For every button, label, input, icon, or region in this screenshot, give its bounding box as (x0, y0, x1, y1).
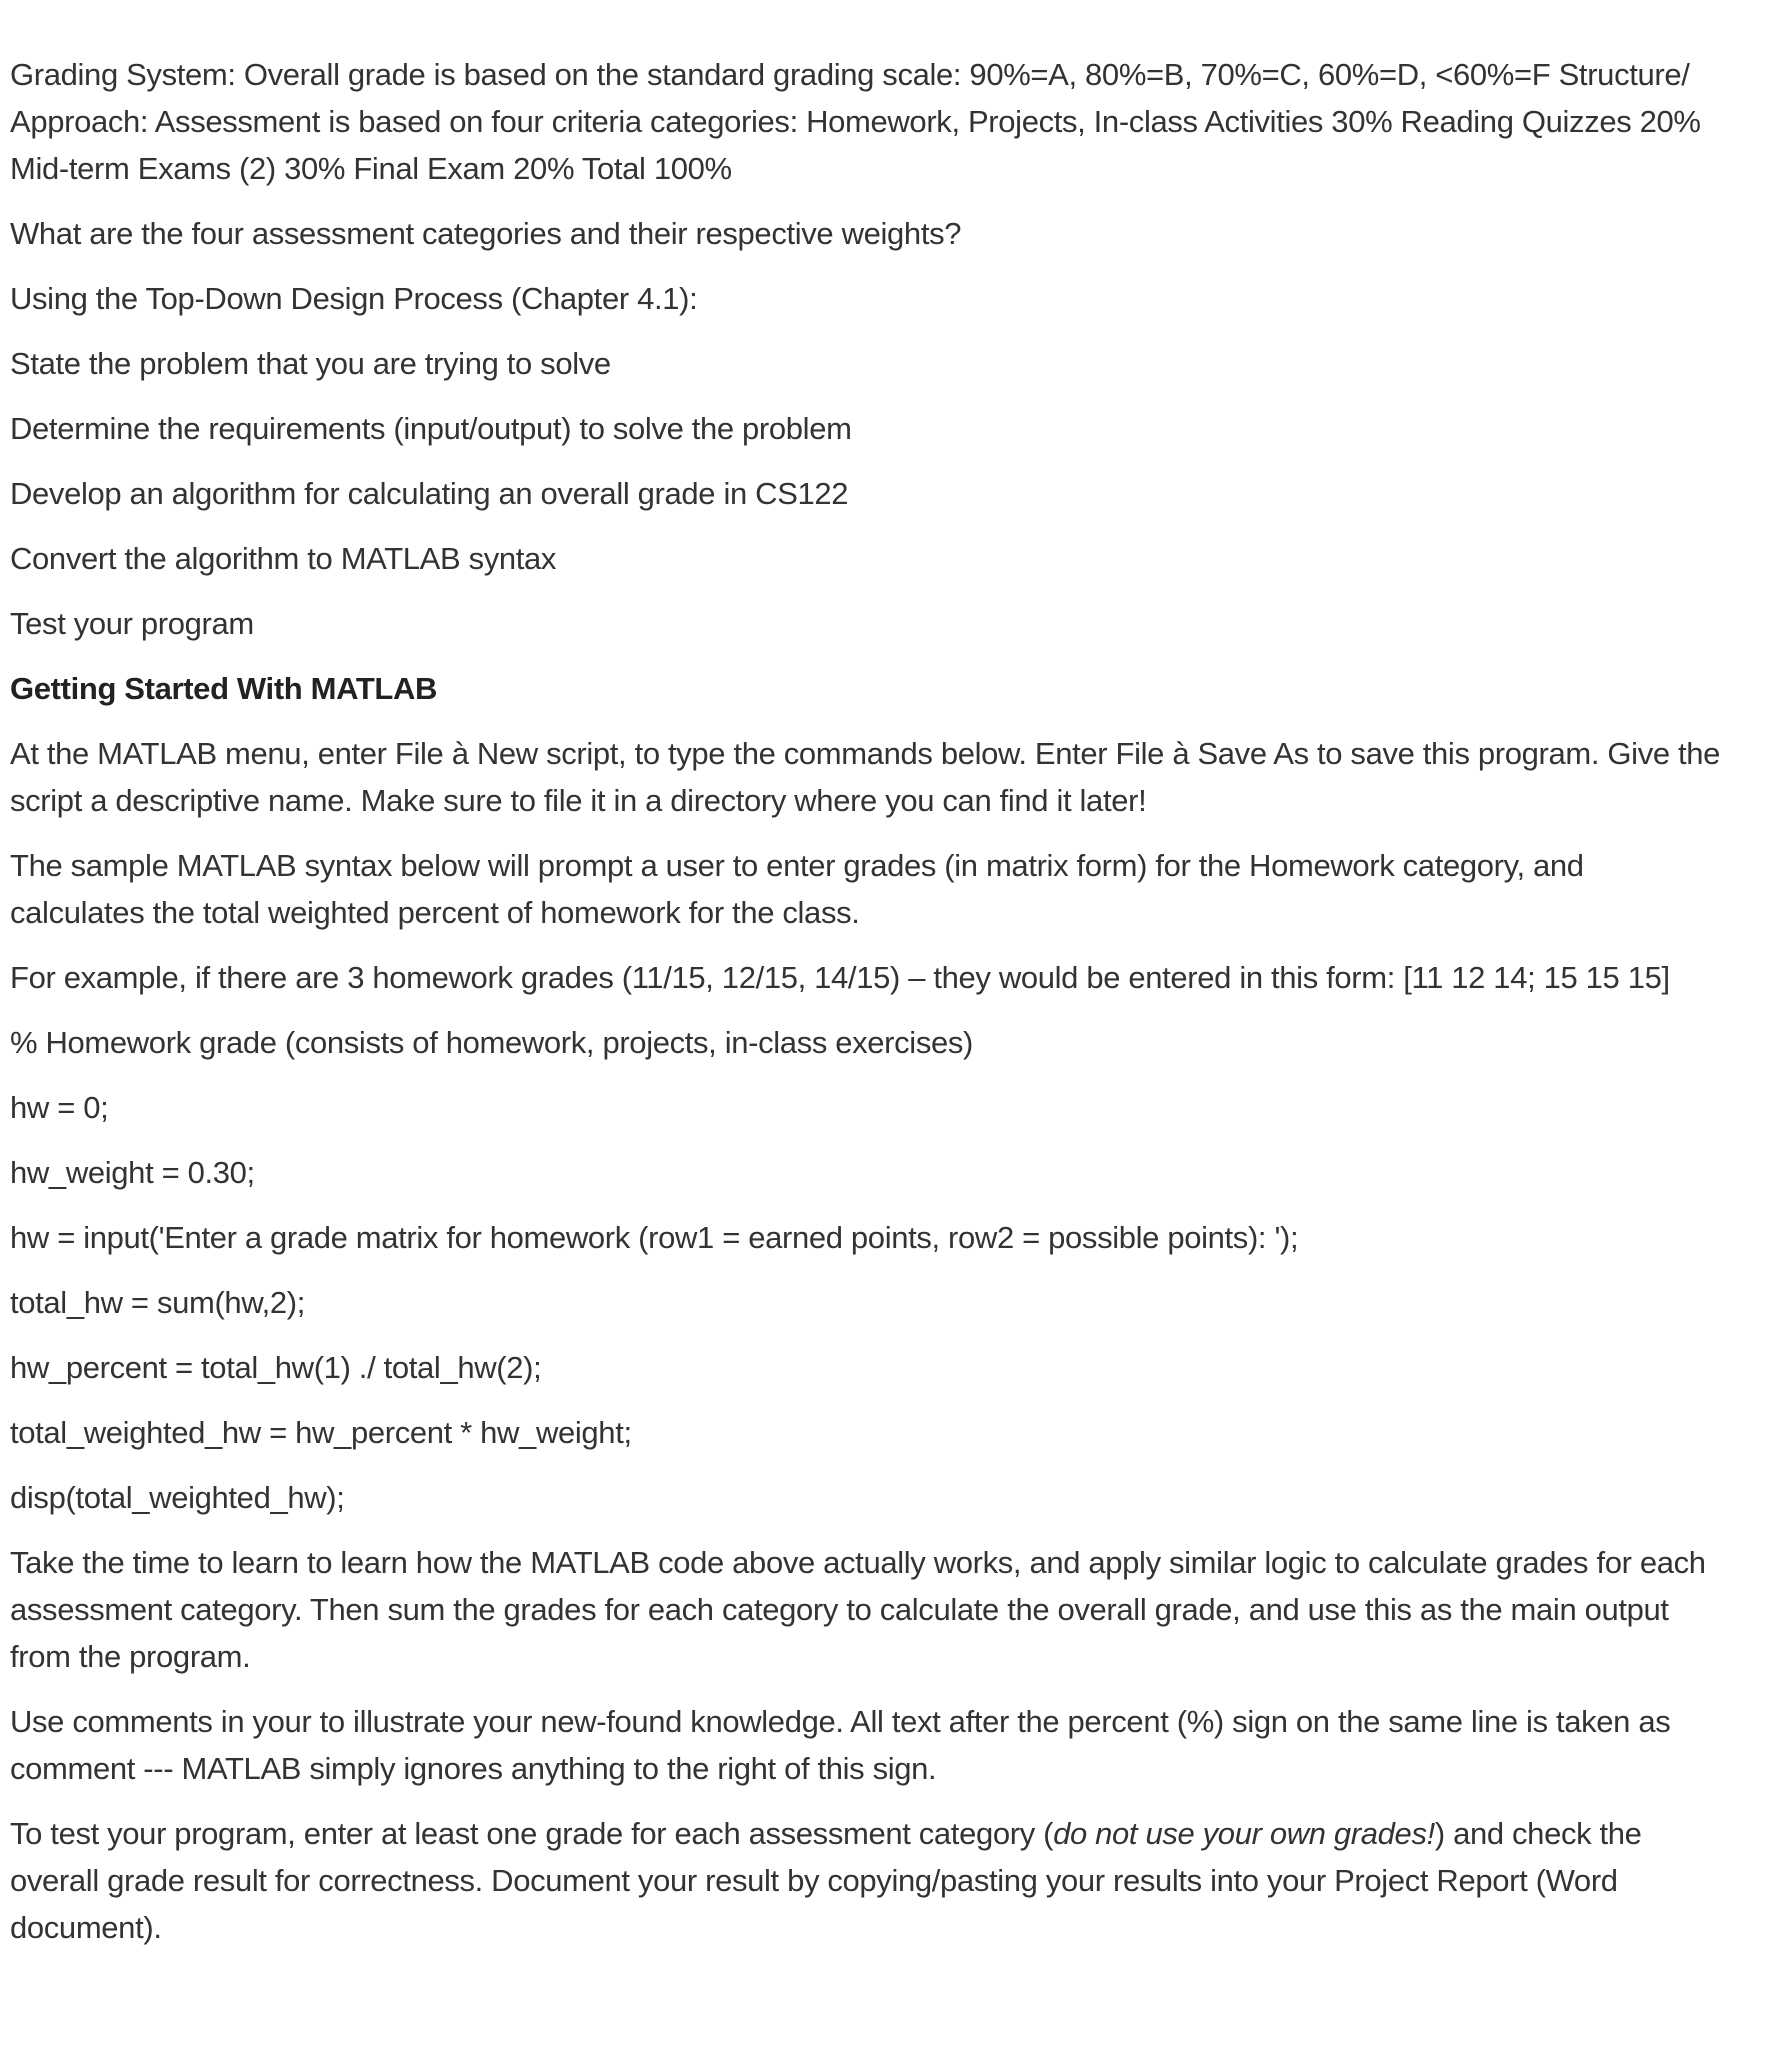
example-matrix-paragraph: For example, if there are 3 homework grades (11/15, 12/15, 14/15) – they would be entered in this form: [11 12 14; 15 15 15] (10, 960, 1670, 995)
test-instructions-emphasis: do not use your own grades! (1053, 1816, 1435, 1851)
step-convert: Convert the algorithm to MATLAB syntax (10, 541, 557, 576)
step-algorithm: Develop an algorithm for calculating an overall grade in CS122 (10, 476, 849, 511)
test-instructions-paragraph (10, 1810, 1725, 1951)
code-line-total-weighted: total_weighted_hw = hw_percent * hw_weight; (10, 1415, 632, 1450)
code-line-comment: % Homework grade (consists of homework, projects, in-class exercises) (10, 1025, 974, 1060)
test-instructions-prefix: To test your program, enter at least one grade for each assessment category ( (10, 1816, 1054, 1851)
comments-note-paragraph: Use comments in your to illustrate your new-found knowledge. All text after the percent (%) sign on the same line is taken as comment --- MATLAB simply ignores anything to the right of this sign. (10, 1704, 1671, 1786)
top-down-intro-paragraph: Using the Top-Down Design Process (Chapter 4.1): (10, 281, 698, 316)
grading-system-paragraph: Grading System: Overall grade is based on the standard grading scale: 90%=A, 80%=B, 70%=C, 60%=D, <60%=F Structure/ Approach: Assessment is based on four criteria categories: Homework, Projects, In-class Activities 30% Reading Quizzes 20% Mid-term Exams (2) 30% Final Exam 20% Total 100% (10, 57, 1701, 186)
section-heading-getting-started: Getting Started With MATLAB (10, 671, 438, 706)
code-line-hw-percent: hw_percent = total_hw(1) ./ total_hw(2); (10, 1350, 542, 1385)
test-instructions-suffix: ) and check the overall grade result for correctness. Document your result by copying/pasting your results into your Project Report (Word document). (10, 1816, 1642, 1945)
learn-logic-paragraph: Take the time to learn to learn how the MATLAB code above actually works, and apply similar logic to calculate grades for each assessment category. Then sum the grades for each category to calculate the overall grade, and use this as the main output from the program. (10, 1545, 1706, 1674)
assignment-document (10, 51, 1725, 1969)
matlab-menu-instructions: At the MATLAB menu, enter File à New script, to type the commands below. Enter File à Save As to save this program. Give the script a descriptive name. Make sure to file it in a directory where you can find it later! (10, 736, 1721, 818)
code-line-disp: disp(total_weighted_hw); (10, 1480, 345, 1515)
sample-syntax-intro: The sample MATLAB syntax below will prompt a user to enter grades (in matrix form) for the Homework category, and calculates the total weighted percent of homework for the class. (10, 848, 1584, 930)
code-line-hw-weight: hw_weight = 0.30; (10, 1155, 255, 1190)
step-state-problem: State the problem that you are trying to solve (10, 346, 611, 381)
question-categories-paragraph: What are the four assessment categories and their respective weights? (10, 216, 962, 251)
step-requirements: Determine the requirements (input/output) to solve the problem (10, 411, 852, 446)
step-test: Test your program (10, 606, 254, 641)
code-line-total-hw: total_hw = sum(hw,2); (10, 1285, 306, 1320)
code-line-hw-input: hw = input('Enter a grade matrix for homework (row1 = earned points, row2 = possible points): '); (10, 1220, 1299, 1255)
code-line-hw-init: hw = 0; (10, 1090, 109, 1125)
